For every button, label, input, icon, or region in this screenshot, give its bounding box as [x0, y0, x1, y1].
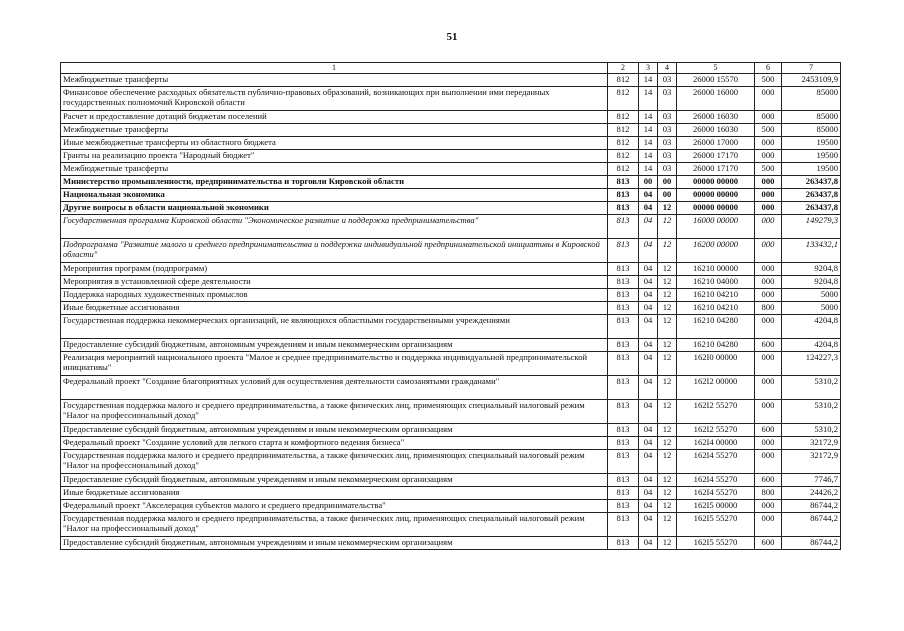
cell-subsection: 12 [658, 424, 677, 437]
cell-target-article: 00000 00000 [677, 176, 755, 189]
cell-expense-type: 000 [755, 513, 782, 537]
table-row [61, 215, 841, 239]
cell-expense-type: 500 [755, 124, 782, 137]
table-row [61, 339, 841, 352]
cell-section: 04 [639, 315, 658, 339]
table-row [61, 424, 841, 437]
cell-amount: 85000 [782, 124, 841, 137]
cell-section: 04 [639, 289, 658, 302]
cell-admin-code: 813 [608, 339, 639, 352]
table-row [61, 276, 841, 289]
cell-amount: 7746,7 [782, 474, 841, 487]
header-row [61, 63, 841, 74]
cell-target-article: 26000 16000 [677, 87, 755, 111]
cell-subsection: 12 [658, 263, 677, 276]
cell-expense-type: 000 [755, 352, 782, 376]
cell-name: Министерство промышленности, предпринимательства и торговли Кировской области [61, 176, 608, 189]
cell-target-article: 26000 16030 [677, 111, 755, 124]
cell-admin-code: 813 [608, 315, 639, 339]
table-row [61, 400, 841, 424]
cell-amount: 4204,8 [782, 315, 841, 339]
cell-section: 04 [639, 487, 658, 500]
table-row [61, 315, 841, 339]
table-row [61, 239, 841, 263]
cell-target-article: 00000 00000 [677, 189, 755, 202]
cell-subsection: 12 [658, 400, 677, 424]
cell-admin-code: 813 [608, 276, 639, 289]
cell-section: 14 [639, 87, 658, 111]
cell-target-article: 162I5 55270 [677, 513, 755, 537]
table-row [61, 352, 841, 376]
cell-amount: 5310,2 [782, 376, 841, 400]
cell-section: 04 [639, 276, 658, 289]
cell-name: Реализация мероприятий национального проекта "Малое и среднее предпринимательство и поддержка индивидуальной предпринимательской инициативы" [61, 352, 608, 376]
cell-name: Государственная программа Кировской области "Экономическое развитие и поддержка предпринимательства" [61, 215, 608, 239]
cell-admin-code: 813 [608, 400, 639, 424]
cell-admin-code: 813 [608, 215, 639, 239]
cell-target-article: 162I5 55270 [677, 537, 755, 550]
table-row [61, 87, 841, 111]
table-row [61, 474, 841, 487]
cell-name: Государственная поддержка малого и среднего предпринимательства, а также физических лиц, применяющих специальный налоговый режим "Налог на профессиональный доход" [61, 513, 608, 537]
cell-admin-code: 812 [608, 74, 639, 87]
header-col-7: 7 [782, 63, 841, 74]
cell-subsection: 12 [658, 500, 677, 513]
cell-subsection: 00 [658, 189, 677, 202]
cell-admin-code: 813 [608, 376, 639, 400]
cell-amount: 263437,8 [782, 176, 841, 189]
table-row [61, 189, 841, 202]
cell-section: 00 [639, 176, 658, 189]
cell-expense-type: 000 [755, 289, 782, 302]
table-row [61, 124, 841, 137]
cell-name: Федеральный проект "Создание благоприятных условий для осуществления деятельности самозанятыми гражданами" [61, 376, 608, 400]
table-row [61, 163, 841, 176]
cell-subsection: 03 [658, 163, 677, 176]
table-row [61, 487, 841, 500]
cell-expense-type: 000 [755, 500, 782, 513]
page-number: 51 [446, 31, 458, 43]
cell-expense-type: 500 [755, 163, 782, 176]
cell-admin-code: 813 [608, 202, 639, 215]
cell-subsection: 12 [658, 215, 677, 239]
cell-admin-code: 813 [608, 500, 639, 513]
table-body [61, 74, 841, 550]
cell-expense-type: 600 [755, 474, 782, 487]
cell-admin-code: 813 [608, 352, 639, 376]
cell-target-article: 162I4 00000 [677, 437, 755, 450]
table-row [61, 74, 841, 87]
cell-admin-code: 813 [608, 289, 639, 302]
cell-amount: 263437,8 [782, 189, 841, 202]
cell-admin-code: 812 [608, 150, 639, 163]
table-row [61, 289, 841, 302]
cell-admin-code: 813 [608, 302, 639, 315]
cell-section: 04 [639, 400, 658, 424]
cell-expense-type: 000 [755, 276, 782, 289]
cell-section: 14 [639, 124, 658, 137]
cell-subsection: 12 [658, 450, 677, 474]
cell-name: Предоставление субсидий бюджетным, автономным учреждениям и иным некоммерческим организациям [61, 424, 608, 437]
cell-expense-type: 000 [755, 137, 782, 150]
cell-amount: 24426,2 [782, 487, 841, 500]
cell-name: Национальная экономика [61, 189, 608, 202]
cell-subsection: 12 [658, 302, 677, 315]
cell-amount: 263437,8 [782, 202, 841, 215]
cell-target-article: 16210 04210 [677, 302, 755, 315]
table-row [61, 376, 841, 400]
cell-target-article: 162I4 55270 [677, 487, 755, 500]
cell-name: Межбюджетные трансферты [61, 124, 608, 137]
cell-subsection: 12 [658, 537, 677, 550]
cell-target-article: 16210 04280 [677, 315, 755, 339]
cell-amount: 32172,9 [782, 450, 841, 474]
table-row [61, 176, 841, 189]
cell-subsection: 03 [658, 150, 677, 163]
cell-subsection: 12 [658, 352, 677, 376]
cell-subsection: 12 [658, 339, 677, 352]
cell-name: Иные бюджетные ассигнования [61, 302, 608, 315]
cell-name: Федеральный проект "Создание условий для легкого старта и комфортного ведения бизнеса" [61, 437, 608, 450]
cell-section: 04 [639, 450, 658, 474]
cell-subsection: 03 [658, 74, 677, 87]
cell-subsection: 12 [658, 513, 677, 537]
cell-name: Другие вопросы в области национальной экономики [61, 202, 608, 215]
cell-amount: 32172,9 [782, 437, 841, 450]
cell-expense-type: 000 [755, 239, 782, 263]
cell-target-article: 162I2 00000 [677, 376, 755, 400]
cell-subsection: 12 [658, 474, 677, 487]
cell-admin-code: 812 [608, 111, 639, 124]
cell-section: 04 [639, 339, 658, 352]
cell-target-article: 26000 16030 [677, 124, 755, 137]
cell-expense-type: 000 [755, 189, 782, 202]
cell-admin-code: 813 [608, 513, 639, 537]
cell-section: 04 [639, 352, 658, 376]
cell-amount: 5310,2 [782, 424, 841, 437]
cell-target-article: 162I0 00000 [677, 352, 755, 376]
cell-admin-code: 812 [608, 163, 639, 176]
cell-name: Государственная поддержка некоммерческих организаций, не являющихся областными государственными учреждениями [61, 315, 608, 339]
cell-name: Межбюджетные трансферты [61, 74, 608, 87]
cell-section: 04 [639, 263, 658, 276]
cell-amount: 9204,8 [782, 276, 841, 289]
table-row [61, 500, 841, 513]
cell-subsection: 03 [658, 137, 677, 150]
cell-expense-type: 600 [755, 424, 782, 437]
cell-expense-type: 000 [755, 176, 782, 189]
cell-expense-type: 000 [755, 400, 782, 424]
cell-name: Финансовое обеспечение расходных обязательств публично-правовых образований, возникающих при выполнении ими переданных государственных полномочий Кировской области [61, 87, 608, 111]
cell-section: 14 [639, 163, 658, 176]
cell-expense-type: 600 [755, 339, 782, 352]
cell-target-article: 16210 04000 [677, 276, 755, 289]
cell-expense-type: 000 [755, 215, 782, 239]
header-col-2: 2 [608, 63, 639, 74]
cell-name: Расчет и предоставление дотаций бюджетам поселений [61, 111, 608, 124]
cell-section: 04 [639, 424, 658, 437]
cell-section: 04 [639, 537, 658, 550]
cell-admin-code: 812 [608, 137, 639, 150]
cell-name: Предоставление субсидий бюджетным, автономным учреждениям и иным некоммерческим организациям [61, 474, 608, 487]
cell-subsection: 12 [658, 289, 677, 302]
cell-amount: 4204,8 [782, 339, 841, 352]
table-row [61, 263, 841, 276]
cell-target-article: 26000 15570 [677, 74, 755, 87]
cell-section: 14 [639, 150, 658, 163]
cell-target-article: 00000 00000 [677, 202, 755, 215]
cell-subsection: 12 [658, 239, 677, 263]
header-col-4: 4 [658, 63, 677, 74]
budget-table [60, 62, 841, 550]
cell-subsection: 12 [658, 376, 677, 400]
cell-amount: 5310,2 [782, 400, 841, 424]
cell-admin-code: 813 [608, 437, 639, 450]
cell-admin-code: 812 [608, 87, 639, 111]
cell-amount: 5000 [782, 289, 841, 302]
table-row [61, 150, 841, 163]
cell-admin-code: 812 [608, 124, 639, 137]
cell-amount: 19500 [782, 163, 841, 176]
table-row [61, 137, 841, 150]
cell-admin-code: 813 [608, 189, 639, 202]
cell-section: 04 [639, 437, 658, 450]
cell-admin-code: 813 [608, 176, 639, 189]
cell-target-article: 162I4 55270 [677, 450, 755, 474]
cell-subsection: 12 [658, 437, 677, 450]
cell-section: 14 [639, 111, 658, 124]
cell-section: 04 [639, 239, 658, 263]
table-row [61, 437, 841, 450]
cell-target-article: 16210 00000 [677, 263, 755, 276]
cell-expense-type: 800 [755, 487, 782, 500]
cell-target-article: 26000 17170 [677, 150, 755, 163]
header-col-5: 5 [677, 63, 755, 74]
table-row [61, 202, 841, 215]
cell-section: 04 [639, 302, 658, 315]
cell-subsection: 03 [658, 87, 677, 111]
cell-amount: 5000 [782, 302, 841, 315]
cell-admin-code: 813 [608, 450, 639, 474]
cell-target-article: 16210 04280 [677, 339, 755, 352]
cell-subsection: 00 [658, 176, 677, 189]
cell-subsection: 12 [658, 202, 677, 215]
cell-name: Предоставление субсидий бюджетным, автономным учреждениям и иным некоммерческим организациям [61, 537, 608, 550]
cell-expense-type: 600 [755, 537, 782, 550]
cell-section: 04 [639, 376, 658, 400]
cell-name: Мероприятия в установленной сфере деятельности [61, 276, 608, 289]
cell-admin-code: 813 [608, 537, 639, 550]
header-col-3: 3 [639, 63, 658, 74]
cell-amount: 149279,3 [782, 215, 841, 239]
cell-target-article: 16210 04210 [677, 289, 755, 302]
cell-target-article: 162I2 55270 [677, 424, 755, 437]
table-row [61, 450, 841, 474]
cell-name: Государственная поддержка малого и среднего предпринимательства, а также физических лиц, применяющих специальный налоговый режим "Налог на профессиональный доход" [61, 400, 608, 424]
cell-name: Государственная поддержка малого и среднего предпринимательства, а также физических лиц, применяющих специальный налоговый режим "Налог на профессиональный доход" [61, 450, 608, 474]
cell-name: Иные межбюджетные трансферты из областного бюджета [61, 137, 608, 150]
cell-expense-type: 000 [755, 111, 782, 124]
cell-amount: 124227,3 [782, 352, 841, 376]
header-col-1: 1 [61, 63, 608, 74]
cell-target-article: 26000 17170 [677, 163, 755, 176]
cell-amount: 133432,1 [782, 239, 841, 263]
cell-amount: 86744,2 [782, 513, 841, 537]
cell-expense-type: 000 [755, 437, 782, 450]
cell-name: Межбюджетные трансферты [61, 163, 608, 176]
cell-expense-type: 000 [755, 450, 782, 474]
cell-target-article: 16000 00000 [677, 215, 755, 239]
cell-expense-type: 000 [755, 315, 782, 339]
cell-section: 04 [639, 474, 658, 487]
cell-amount: 19500 [782, 150, 841, 163]
cell-admin-code: 813 [608, 487, 639, 500]
table-row [61, 513, 841, 537]
cell-expense-type: 500 [755, 74, 782, 87]
cell-target-article: 26000 17000 [677, 137, 755, 150]
cell-section: 04 [639, 202, 658, 215]
cell-target-article: 162I4 55270 [677, 474, 755, 487]
table-row [61, 537, 841, 550]
cell-name: Федеральный проект "Акселерация субъектов малого и среднего предпринимательства" [61, 500, 608, 513]
cell-section: 14 [639, 137, 658, 150]
cell-subsection: 03 [658, 124, 677, 137]
cell-expense-type: 000 [755, 202, 782, 215]
cell-subsection: 03 [658, 111, 677, 124]
cell-name: Гранты на реализацию проекта "Народный бюджет" [61, 150, 608, 163]
cell-admin-code: 813 [608, 263, 639, 276]
table-row [61, 111, 841, 124]
cell-name: Предоставление субсидий бюджетным, автономным учреждениям и иным некоммерческим организациям [61, 339, 608, 352]
cell-amount: 9204,8 [782, 263, 841, 276]
cell-section: 04 [639, 215, 658, 239]
cell-expense-type: 000 [755, 376, 782, 400]
cell-expense-type: 000 [755, 87, 782, 111]
cell-name: Подпрограмма "Развитие малого и среднего предпринимательства и поддержка индивидуальной предпринимательской инициативы в Кировской области" [61, 239, 608, 263]
cell-expense-type: 800 [755, 302, 782, 315]
cell-amount: 2453109,9 [782, 74, 841, 87]
cell-amount: 19500 [782, 137, 841, 150]
cell-section: 04 [639, 513, 658, 537]
cell-target-article: 162I5 00000 [677, 500, 755, 513]
cell-expense-type: 000 [755, 263, 782, 276]
table-row [61, 302, 841, 315]
cell-amount: 85000 [782, 111, 841, 124]
cell-subsection: 12 [658, 315, 677, 339]
cell-amount: 85000 [782, 87, 841, 111]
cell-admin-code: 813 [608, 239, 639, 263]
cell-amount: 86744,2 [782, 537, 841, 550]
cell-name: Мероприятия программ (подпрограмм) [61, 263, 608, 276]
cell-section: 14 [639, 74, 658, 87]
cell-section: 04 [639, 500, 658, 513]
cell-section: 04 [639, 189, 658, 202]
cell-amount: 86744,2 [782, 500, 841, 513]
cell-admin-code: 813 [608, 424, 639, 437]
cell-target-article: 162I2 55270 [677, 400, 755, 424]
header-col-6: 6 [755, 63, 782, 74]
cell-name: Поддержка народных художественных промыслов [61, 289, 608, 302]
cell-target-article: 16200 00000 [677, 239, 755, 263]
cell-subsection: 12 [658, 276, 677, 289]
cell-expense-type: 000 [755, 150, 782, 163]
cell-subsection: 12 [658, 487, 677, 500]
cell-admin-code: 813 [608, 474, 639, 487]
cell-name: Иные бюджетные ассигнования [61, 487, 608, 500]
